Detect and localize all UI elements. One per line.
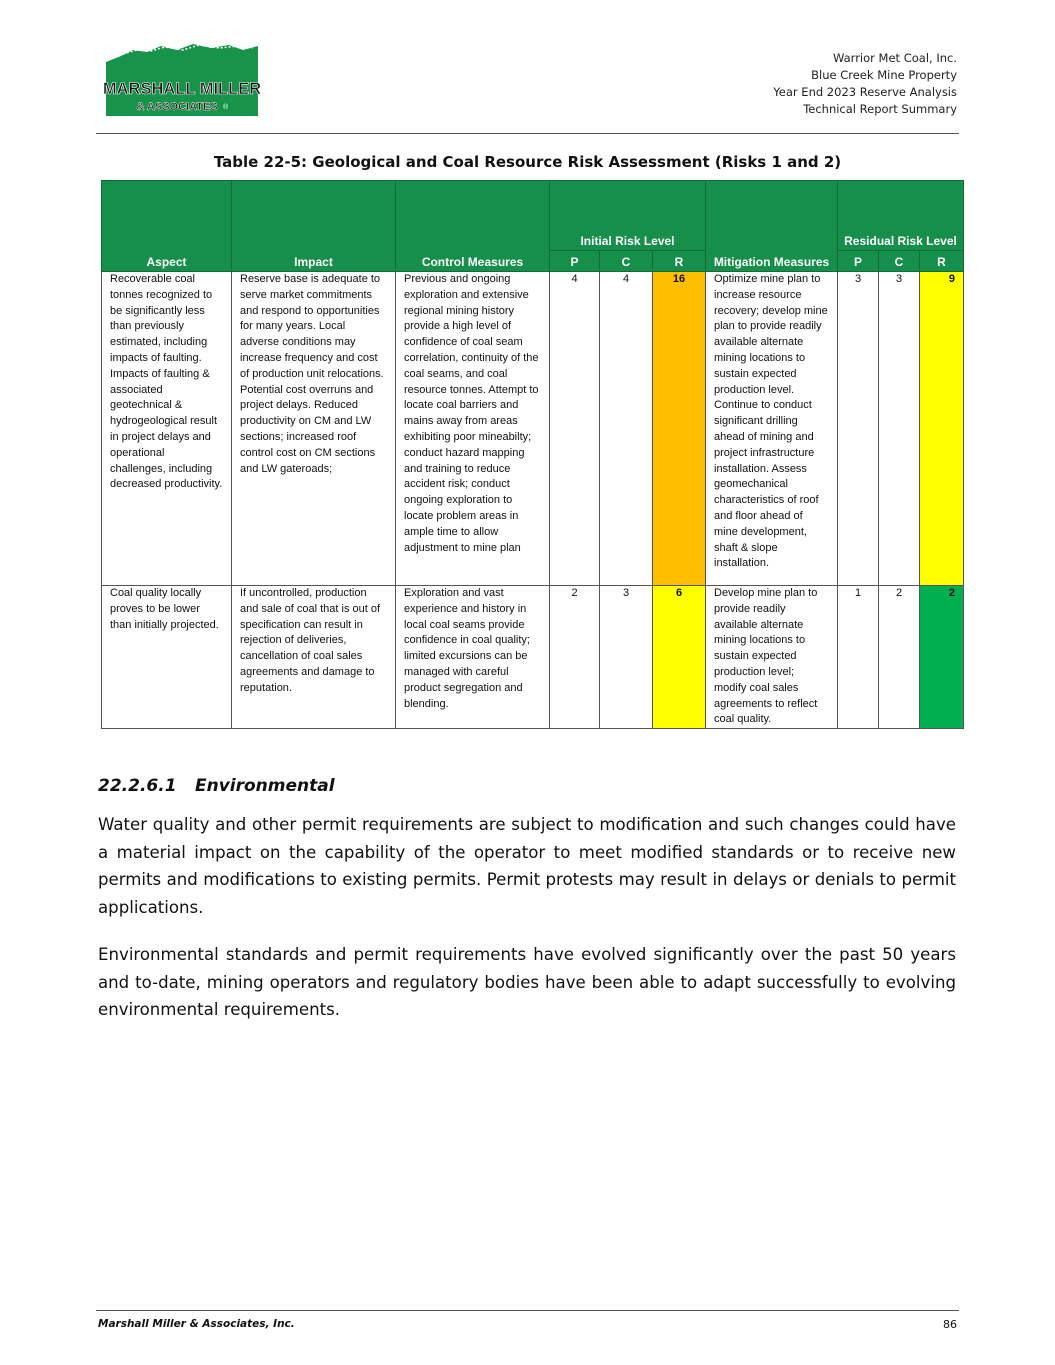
header-property: Blue Creek Mine Property [811, 68, 957, 82]
page-number: 86 [943, 1318, 957, 1331]
header-control-measures: Control Measures [396, 181, 550, 272]
header-company: Warrior Met Coal, Inc. [833, 51, 957, 65]
cell-control-measures: Exploration and vast experience and history in local coal seams provide confidence in coal quality; limited excursions can be managed with careful product segregation and blending. [396, 586, 550, 729]
cell-initial-p: 2 [550, 586, 600, 729]
cell-aspect: Recoverable coal tonnes recognized to be significantly less than previously estimated, including impacts of faulting. Impacts of faulting & associated geotechnical & hydrogeological result in project delays and operational challenges, including decreased productivity. [102, 272, 232, 586]
header-initial-p: P [550, 251, 600, 272]
cell-initial-c: 3 [600, 586, 653, 729]
header-residual-c: C [879, 251, 920, 272]
logo-text-sub: & ASSOCIATES [136, 101, 218, 113]
table-row [102, 272, 964, 586]
cell-impact: If uncontrolled, production and sale of coal that is out of specification can result in rejection of deliveries, cancellation of coal sales agreements and damage to reputation. [232, 586, 396, 729]
header-residual-p: P [838, 251, 879, 272]
section-title: Environmental [195, 776, 335, 796]
header-initial-r: R [653, 251, 706, 272]
risk-assessment-table [101, 180, 964, 729]
header-impact: Impact [232, 181, 396, 272]
cell-initial-r: 16 [653, 272, 706, 586]
cell-mitigation-measures: Develop mine plan to provide readily available alternate mining locations to sustain expected production level; modify coal sales agreements to reflect coal quality. [706, 586, 838, 729]
section-number: 22.2.6.1 [98, 776, 177, 796]
cell-initial-c: 4 [600, 272, 653, 586]
header-doc-type: Technical Report Summary [803, 102, 957, 116]
cell-residual-r: 2 [920, 586, 964, 729]
paragraph-environmental-standards: Environmental standards and permit requirements have evolved significantly over the past 50 years and to-date, mining operators and regulatory bodies have been able to adapt successfully to evolving environmental requirements. [98, 945, 956, 1019]
logo-registered-mark: ® [223, 104, 229, 111]
logo-text-main: MARSHALL MILLER [103, 80, 261, 98]
header-report: Year End 2023 Reserve Analysis [773, 85, 957, 99]
header-residual-r: R [920, 251, 964, 272]
header-divider [96, 133, 959, 134]
header-residual-risk-level: Residual Risk Level [838, 181, 964, 251]
paragraph-permit-requirements: Water quality and other permit requirements are subject to modification and such changes could have a material impact on the capability of the operator to meet modified standards or to receive new permits and modifications to existing permits. Permit protests may result in delays or denials to permit applications. [98, 815, 956, 917]
header-aspect: Aspect [102, 181, 232, 272]
cell-control-measures: Previous and ongoing exploration and extensive regional mining history provide a high level of confidence of coal seam correlation, continuity of the coal seams, and coal resource tonnes. Attempt to locate coal barriers and mains away from areas exhibiting poor mineabilty; conduct hazard mapping and training to reduce accident risk; conduct ongoing exploration to locate problem areas in ample time to allow adjustment to mine plan [396, 272, 550, 586]
section-heading [98, 776, 335, 796]
header-initial-c: C [600, 251, 653, 272]
cell-residual-c: 2 [879, 586, 920, 729]
cell-residual-p: 3 [838, 272, 879, 586]
cell-initial-p: 4 [550, 272, 600, 586]
cell-impact: Reserve base is adequate to serve market commitments and respond to opportunities for many years. Local adverse conditions may increase frequency and cost of production unit relocations. Potential cost overruns and project delays. Reduced productivity on CM and LW sections; increased roof control cost on CM sections and LW gateroads; [232, 272, 396, 586]
table-row [102, 586, 964, 729]
cell-aspect: Coal quality locally proves to be lower than initially projected. [102, 586, 232, 729]
footer-company: Marshall Miller & Associates, Inc. [98, 1318, 295, 1330]
header-initial-risk-level: Initial Risk Level [550, 181, 706, 251]
cell-mitigation-measures: Optimize mine plan to increase resource recovery; develop mine plan to provide readily available alternate mining locations to sustain expected production level. Continue to conduct significant drilling ahead of mining and project infrastructure installation. Assess geomechanical characteristics of roof and floor ahead of mine development, shaft & slope installation. [706, 272, 838, 586]
cell-initial-r: 6 [653, 586, 706, 729]
table-title: Table 22-5: Geological and Coal Resource Risk Assessment (Risks 1 and 2) [213, 153, 842, 171]
cell-residual-c: 3 [879, 272, 920, 586]
document-header [773, 50, 957, 118]
cell-residual-r: 9 [920, 272, 964, 586]
footer-divider [96, 1310, 959, 1311]
header-mitigation-measures: Mitigation Measures [706, 181, 838, 272]
company-logo [103, 42, 261, 116]
cell-residual-p: 1 [838, 586, 879, 729]
